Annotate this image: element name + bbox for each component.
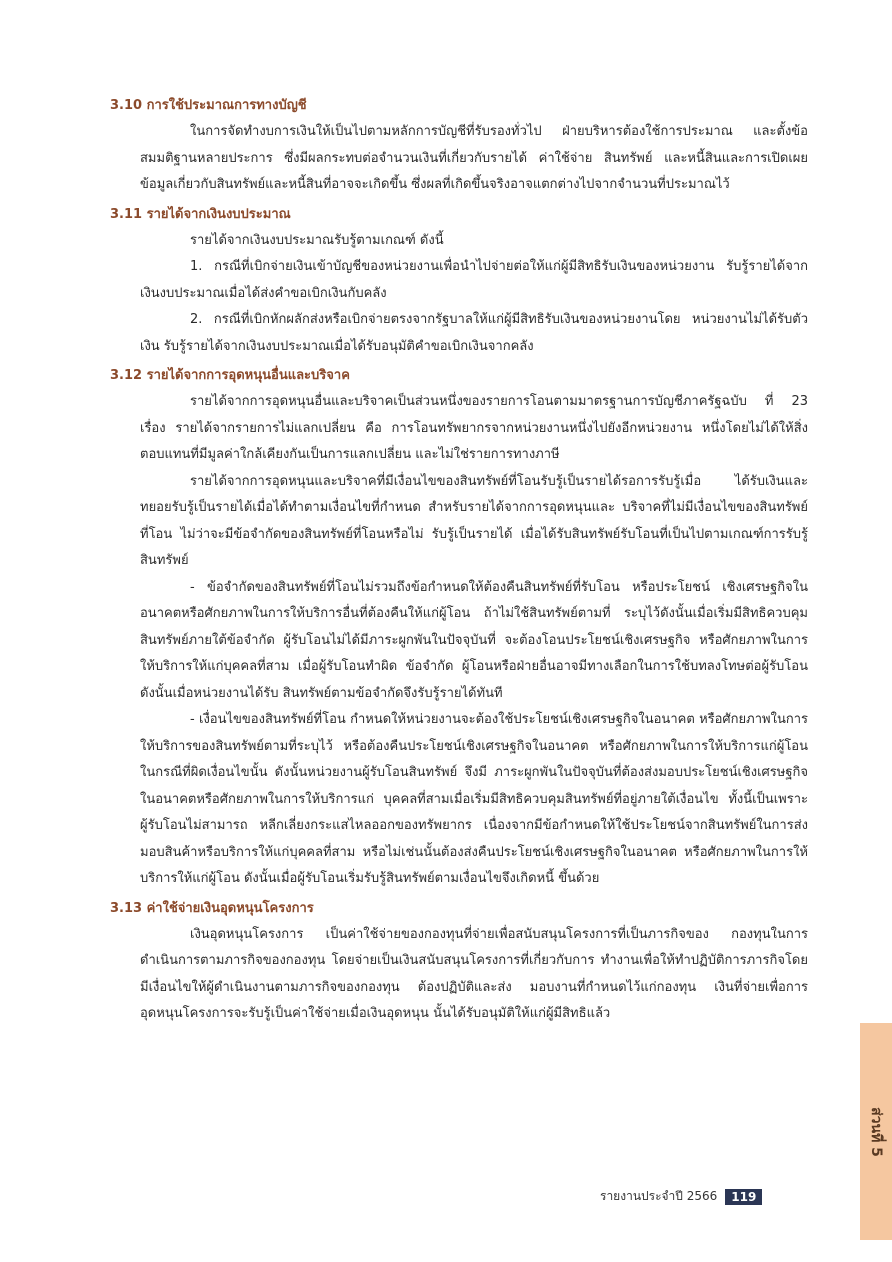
paragraph: รายได้จากการอุดหนุนอื่นและบริจาคเป็นส่วนหนึ่งของรายการโอนตามมาตรฐานการบัญชีภาครัฐฉบับ ที่ 23 เรื่อง รายได้จากรายการไม่แลกเปลี่ยน คือ การโอนทรัพยากรจากหน่วยงานหนึ่งไปยังอีกหน่วยงาน หนึ่งโดยไม่ได้ให้สิ่งตอบแทนที่มีมูลค่าใกล้เคียงกันเป็นการแลกเปลี่ยน และไม่ใช่รายการทางภาษี [140, 394, 808, 462]
paragraph: รายได้จากเงินงบประมาณรับรู้ตามเกณฑ์ ดังนี้ [190, 232, 444, 248]
paragraph: รายได้จากการอุดหนุนและบริจาคที่มีเงื่อนไขของสินทรัพย์ที่โอนรับรู้เป็นรายได้รอการรับรู้เมื่อ ได้รับเงินและทยอยรับรู้เป็นรายได้เมื่อได้ทำตามเงื่อนไขที่กำหนด สำหรับรายได้จากการอุดหนุนและ บริจาคที่ไม่มีเงื่อนไขของสินทรัพย์ที่โอน ไม่ว่าจะมีข้อจำกัดของสินทรัพย์ที่โอนหรือไม่ รับรู้เป็นรายได้ เมื่อได้รับสินทรัพย์รับโอนที่เป็นไปตามเกณฑ์การรับรู้สินทรัพย์ [140, 473, 808, 568]
paragraph: 2. กรณีที่เบิกหักผลักส่งหรือเบิกจ่ายตรงจากรัฐบาลให้แก่ผู้มีสิทธิรับเงินของหน่วยงานโดย หน่วยงานไม่ได้รับตัวเงิน รับรู้รายได้จากเงินงบประมาณเมื่อได้รับอนุมัติคำขอเบิกเงินจากคลัง [140, 312, 808, 354]
page-footer [600, 1187, 762, 1206]
paragraph: - ข้อจำกัดของสินทรัพย์ที่โอนไม่รวมถึงข้อกำหนดให้ต้องคืนสินทรัพย์ที่รับโอน หรือประโยชน์ เชิงเศรษฐกิจในอนาคตหรือศักยภาพในการให้บริการอื่นที่ต้องคืนให้แก่ผู้โอน ถ้าไม่ใช้สินทรัพย์ตามที่ ระบุไว้ดังนั้นเมื่อเริ่มมีสิทธิควบคุมสินทรัพย์ภายใต้ข้อจำกัด ผู้รับโอนไม่ได้มีภาระผูกพันในปัจจุบันที่ จะต้องโอนประโยชน์เชิงเศรษฐกิจ หรือศักยภาพในการให้บริการให้แก่บุคคลที่สาม เมื่อผู้รับโอนทำผิด ข้อจำกัด ผู้โอนหรือฝ่ายอื่นอาจมีทางเลือกในการใช้บทลงโทษต่อผู้รับโอน ดังนั้นเมื่อหน่วยงานได้รับ สินทรัพย์ตามข้อจำกัดจึงรับรู้รายได้ทันที [140, 579, 808, 701]
report-title: รายงานประจำปี 2566 [600, 1189, 718, 1203]
section-heading-3-10: 3.10 การใช้ประมาณการทางบัญชี [110, 98, 307, 113]
paragraph: 1. กรณีที่เบิกจ่ายเงินเข้าบัญชีของหน่วยงานเพื่อนำไปจ่ายต่อให้แก่ผู้มีสิทธิรับเงินของหน่วยงาน รับรู้รายได้จากเงินงบประมาณเมื่อได้ส่งคำขอเบิกเงินกับคลัง [140, 259, 808, 301]
section-heading-3-11: 3.11 รายได้จากเงินงบประมาณ [110, 206, 291, 222]
paragraph: เงินอุดหนุนโครงการ เป็นค่าใช้จ่ายของกองทุนที่จ่ายเพื่อสนับสนุนโครงการที่เป็นภารกิจของ กองทุนในการดำเนินการตามภารกิจของกองทุน โดยจ่ายเป็นเงินสนับสนุนโครงการที่เกี่ยวกับการ ทำงานเพื่อให้ทำปฏิบัติการภารกิจโดยมีเงื่อนไขให้ผู้ดำเนินงานตามภารกิจของกองทุน ต้องปฏิบัติและส่ง มอบงานที่กำหนดไว้แก่กองทุน เงินที่จ่ายเพื่อการอุดหนุนโครงการจะรับรู้เป็นค่าใช้จ่ายเมื่อเงินอุดหนุน นั้นได้รับอนุมัติให้แก่ผู้มีสิทธิแล้ว [140, 926, 808, 1021]
page-number: 119 [725, 1189, 762, 1205]
section-side-tab [860, 1023, 892, 1240]
side-tab-label: ส่วนที่ 5 [868, 1106, 884, 1157]
section-heading-3-12: 3.12 รายได้จากการอุดหนุนอื่นและบริจาค [110, 368, 350, 383]
section-heading-3-13: 3.13 ค่าใช้จ่ายเงินอุดหนุนโครงการ [110, 900, 314, 916]
paragraph: - เงื่อนไขของสินทรัพย์ที่โอน กำหนดให้หน่วยงานจะต้องใช้ประโยชน์เชิงเศรษฐกิจในอนาคต หรือศักยภาพในการให้บริการของสินทรัพย์ตามที่ระบุไว้ หรือต้องคืนประโยชน์เชิงเศรษฐกิจในอนาคต หรือศักยภาพในการให้บริการแก่ผู้โอนในกรณีที่ผิดเงื่อนไขนั้น ดังนั้นหน่วยงานผู้รับโอนสินทรัพย์ จึงมี ภาระผูกพันในปัจจุบันที่ต้องส่งมอบประโยชน์เชิงเศรษฐกิจในอนาคตหรือศักยภาพในการให้บริการแก่ บุคคลที่สามเมื่อเริ่มมีสิทธิควบคุมสินทรัพย์ที่อยู่ภายใต้เงื่อนไข ทั้งนี้เป็นเพราะผู้รับโอนไม่สามารถ หลีกเลี่ยงกระแสไหลออกของทรัพยากร เนื่องจากมีข้อกำหนดให้ใช้ประโยชน์จากสินทรัพย์ในการส่ง มอบสินค้าหรือบริการให้แก่บุคคลที่สาม หรือไม่เช่นนั้นต้องส่งคืนประโยชน์เชิงเศรษฐกิจในอนาคต หรือศักยภาพในการให้บริการให้แก่ผู้โอน ดังนั้นเมื่อผู้รับโอนเริ่มรับรู้สินทรัพย์ตามเงื่อนไขจึงเกิดหนี้ ขึ้นด้วย [140, 712, 808, 886]
document-body [110, 90, 808, 1028]
paragraph: ในการจัดทำงบการเงินให้เป็นไปตามหลักการบัญชีที่รับรองทั่วไป ฝ่ายบริหารต้องใช้การประมาณ และตั้งข้อสมมติฐานหลายประการ ซึ่งมีผลกระทบต่อจำนวนเงินที่เกี่ยวกับรายได้ ค่าใช้จ่าย สินทรัพย์ และหนี้สินและการเปิดเผยข้อมูลเกี่ยวกับสินทรัพย์และหนี้สินที่อาจจะเกิดขึ้น ซึ่งผลที่เกิดขึ้นจริงอาจแตกต่างไปจากจำนวนที่ประมาณไว้ [140, 124, 808, 192]
